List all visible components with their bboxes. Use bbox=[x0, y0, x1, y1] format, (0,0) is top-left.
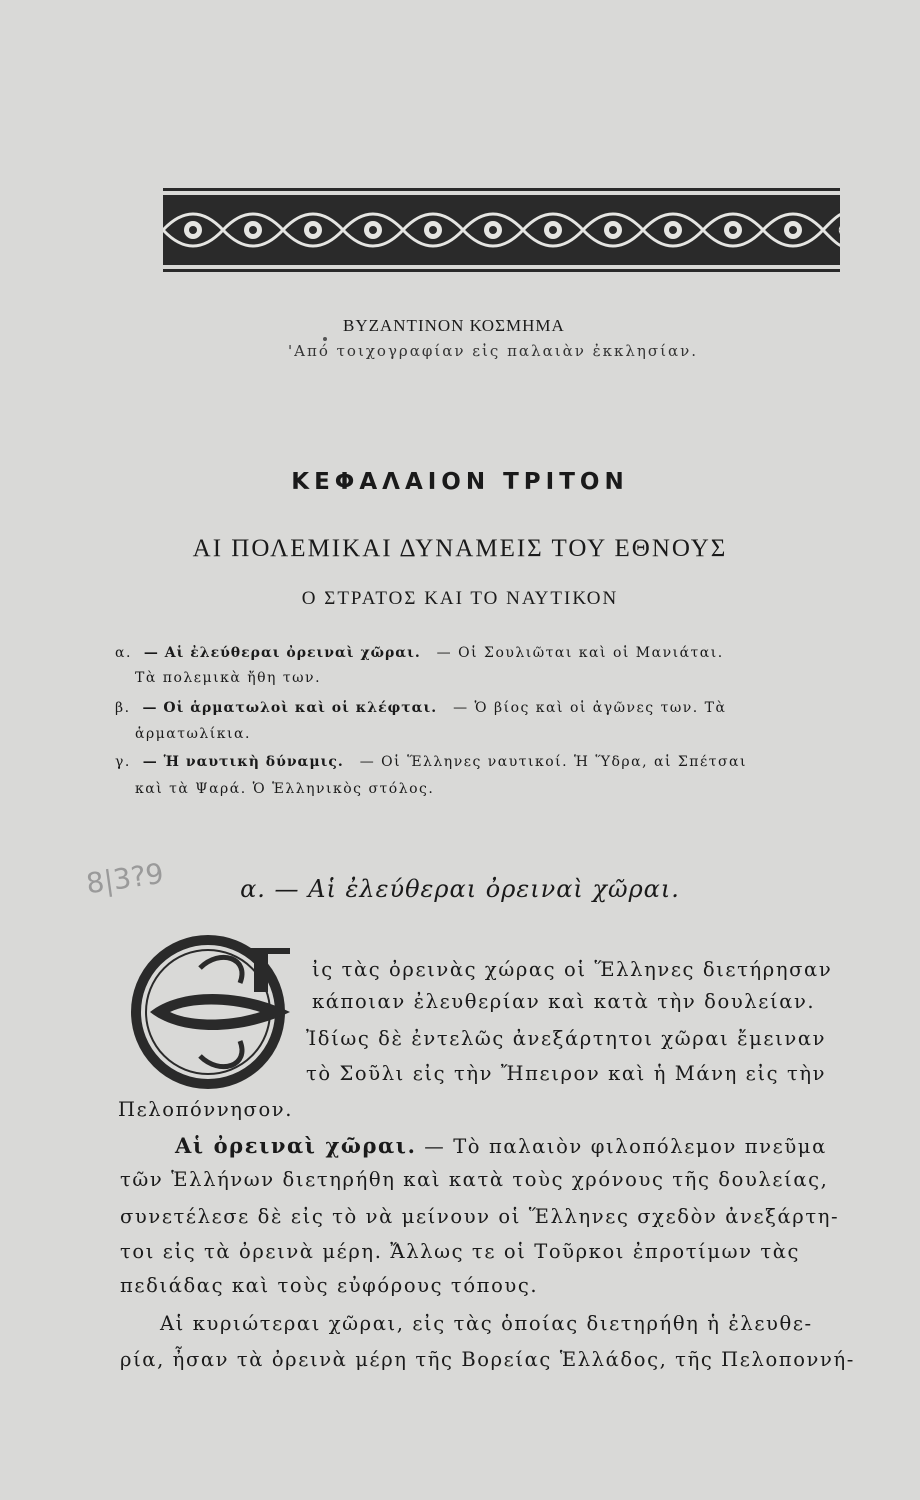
decorated-initial-letter bbox=[130, 928, 298, 1096]
toc-item-c bbox=[115, 754, 747, 770]
toc-item-a-cont: Τὰ πολεμικὰ ἤθη των. bbox=[135, 670, 322, 686]
body-line: Πελοπόννησον. bbox=[118, 1098, 294, 1121]
paragraph-text: — Τὸ παλαιὸν φιλοπόλεμον πνεῦμα bbox=[424, 1135, 827, 1158]
body-line bbox=[175, 1133, 827, 1158]
body-line: Αἱ κυριώτεραι χῶραι, εἰς τὰς ὁποίας διετηρήθη ἡ ἐλευθε- bbox=[160, 1312, 813, 1335]
section-heading: α. — Αἱ ἐλεύθεραι ὀρειναὶ χῶραι. bbox=[240, 875, 680, 903]
toc-item-b-cont: ἁρματωλίκια. bbox=[135, 726, 251, 742]
toc-letter: β. bbox=[115, 700, 131, 716]
margin-handwritten-note: 8|3?9 bbox=[84, 856, 166, 901]
body-line: Ἰδίως δὲ ἐντελῶς ἀνεξάρτητοι χῶραι ἔμειναν bbox=[306, 1027, 827, 1050]
body-line: συνετέλεσε δὲ εἰς τὸ νὰ μείνουν οἱ Ἕλληνες σχεδὸν ἀνεξάρτη- bbox=[120, 1205, 840, 1228]
toc-item-a bbox=[115, 645, 724, 661]
toc-head: — Οἱ ἁρματωλοὶ καὶ οἱ κλέφται. bbox=[142, 700, 438, 716]
toc-item-b bbox=[115, 700, 726, 716]
body-line: ρία, ἦσαν τὰ ὀρεινὰ μέρη τῆς Βορείας Ἑλλάδος, τῆς Πελοποννή- bbox=[120, 1348, 855, 1371]
toc-rest: — Ὁ βίος καὶ οἱ ἀγῶνες των. Τὰ bbox=[453, 700, 727, 716]
body-line: τῶν Ἑλλήνων διετηρήθη καὶ κατὰ τοὺς χρόνους τῆς δουλείας, bbox=[120, 1168, 829, 1191]
toc-item-c-cont: καὶ τὰ Ψαρά. Ὁ Ἑλληνικὸς στόλος. bbox=[135, 781, 435, 797]
toc-head: — Αἱ ἐλεύθεραι ὀρειναὶ χῶραι. bbox=[143, 645, 421, 661]
body-line: πεδιάδας καὶ τοὺς εὐφόρους τόπους. bbox=[120, 1274, 539, 1297]
chapter-label: ΚΕΦΑΛΑΙΟΝ ΤΡΙΤΟΝ bbox=[291, 469, 629, 495]
body-line: κάποιαν ἐλευθερίαν καὶ κατὰ τὴν δουλείαν. bbox=[312, 990, 816, 1013]
toc-letter: γ. bbox=[115, 754, 131, 770]
toc-rest: — Οἱ Σουλιῶται καὶ οἱ Μανιάται. bbox=[436, 645, 724, 661]
byzantine-ornament-band bbox=[163, 188, 840, 272]
speck-mark bbox=[323, 337, 327, 341]
body-line: ἰς τὰς ὀρεινὰς χώρας οἱ Ἕλληνες διετήρησαν bbox=[312, 958, 833, 981]
chapter-subtitle: Ο ΣΤΡΑΤΟΣ ΚΑΙ ΤΟ ΝΑΥΤΙΚΟΝ bbox=[301, 588, 619, 609]
body-line: τοι εἰς τὰ ὀρεινὰ μέρη. Ἄλλως τε οἱ Τοῦρκοι ἐπροτίμων τὰς bbox=[120, 1240, 801, 1263]
body-line: τὸ Σοῦλι εἰς τὴν Ἤπειρον καὶ ἡ Μάνη εἰς τὴν bbox=[306, 1062, 827, 1085]
paragraph-lead: Αἱ ὀρειναὶ χῶραι. bbox=[175, 1133, 417, 1158]
toc-letter: α. bbox=[115, 645, 132, 661]
chapter-title: ΑΙ ΠΟΛΕΜΙΚΑΙ ΔΥΝΑΜΕΙΣ ΤΟΥ ΕΘΝΟΥΣ bbox=[192, 535, 728, 562]
ornament-caption-title: BYZANTINON ΚΟΣΜΗΜΑ bbox=[343, 316, 565, 335]
toc-rest: — Οἱ Ἕλληνες ναυτικοί. Ἡ Ὕδρα, αἱ Σπέτσαι bbox=[359, 754, 747, 770]
toc-head: — Ἡ ναυτικὴ δύναμις. bbox=[142, 754, 344, 770]
ornament-caption-source: 'Από τοιχογραφίαν εἰς παλαιὰν ἐκκλησίαν. bbox=[288, 342, 699, 360]
